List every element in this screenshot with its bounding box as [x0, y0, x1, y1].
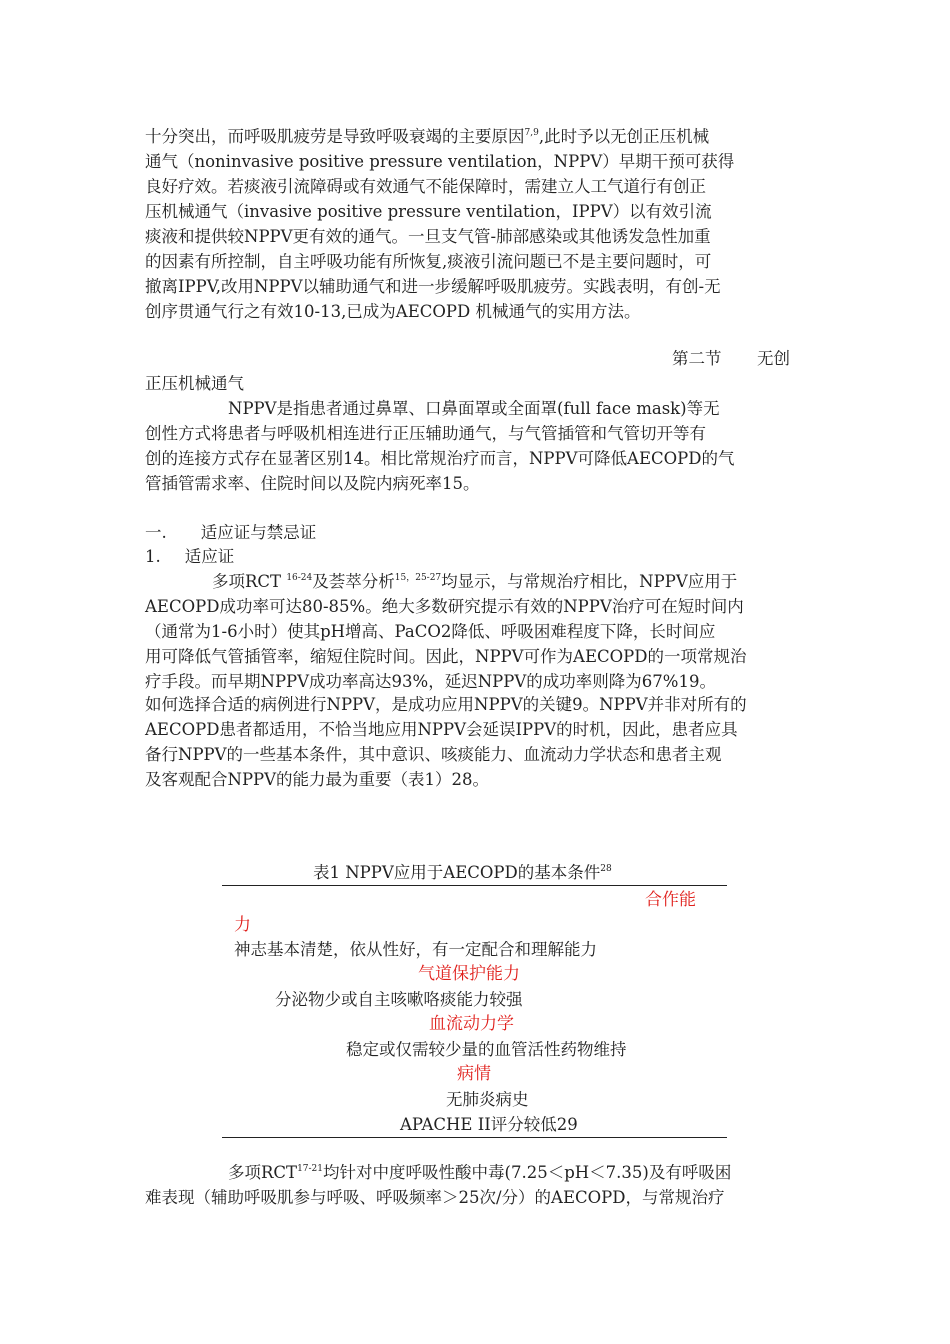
text-line: 痰液和提供较NPPV更有效的通气。一旦支气管-肺部感染或其他诱发急性加重 — [145, 227, 711, 246]
table-top-rule — [222, 885, 727, 886]
text-line: （通常为1-6小时）使其pH增高、PaCO2降低、呼吸困难程度下降，长时间应 — [145, 622, 716, 641]
heading-number: 一. — [145, 523, 167, 542]
section-title-part: 正压机械通气 — [145, 374, 244, 393]
text-line: 通气（noninvasive positive pressure ventilation，NPPV）早期干预可获得 — [145, 152, 735, 171]
section-number: 第二节 — [672, 349, 722, 368]
text-line: 创的连接方式存在显著区别14。相比常规治疗而言，NPPV可降低AECOPD的气 — [145, 449, 735, 468]
text-line: 创序贯通气行之有效10-13,已成为AECOPD 机械通气的实用方法。 — [145, 302, 641, 321]
text-line: 多项RCT$^{17-21}$均针对中度呼吸性酸中毒(7.25＜pH＜7.35)及有呼吸困 — [228, 1163, 732, 1182]
text-line: 的因素有所控制，自主呼吸功能有所恢复,痰液引流问题已不是主要问题时，可 — [145, 252, 712, 271]
citation-superscript: 15，25-27 — [394, 573, 442, 583]
table-row: 神志基本清楚，依从性好，有一定配合和理解能力 — [234, 940, 597, 959]
citation-superscript: 28 — [600, 864, 612, 874]
text-line: 多项RCT $^{16-24}$及荟萃分析$^{15,25-27}$均显示，与常规治疗相比，NPPV应用于 — [212, 572, 738, 591]
table-category-label: 气道保护能力 — [418, 964, 520, 984]
table-category-label: 合作能 — [645, 890, 696, 910]
text-line: 难表现（辅助呼吸肌参与呼吸、呼吸频率＞25次/分）的AECOPD，与常规治疗 — [145, 1188, 725, 1207]
text-line: 如何选择合适的病例进行NPPV，是成功应用NPPV的关键9。NPPV并非对所有的 — [145, 695, 747, 714]
table-category-label: 病情 — [457, 1064, 491, 1084]
text-line: 用可降低气管插管率，缩短住院时间。因此，NPPV可作为AECOPD的一项常规治 — [145, 647, 747, 666]
table-row: 无肺炎病史 — [446, 1090, 529, 1109]
text-line: AECOPD成功率可达80-85%。绝大多数研究提示有效的NPPV治疗可在短时间内 — [145, 597, 744, 616]
heading-level-2 — [145, 544, 234, 569]
table-row: 稳定或仅需较少量的血管活性药物维持 — [346, 1040, 627, 1059]
text-line: 良好疗效。若痰液引流障碍或有效通气不能保障时，需建立人工气道行有创正 — [145, 177, 706, 196]
text-line: 创性方式将患者与呼吸机相连进行正压辅助通气，与气管插管和气管切开等有 — [145, 424, 706, 443]
table-caption: 表1 NPPV应用于AECOPD的基本条件$^{28}$ — [313, 863, 612, 882]
heading-level-1 — [145, 520, 316, 545]
text-line: 撤离IPPV,改用NPPV以辅助通气和进一步缓解呼吸肌疲劳。实践表明，有创-无 — [145, 277, 721, 296]
table-category-label: 血流动力学 — [429, 1014, 514, 1034]
text-line: 管插管需求率、住院时间以及院内病死率15。 — [145, 474, 480, 493]
text-line: 疗手段。而早期NPPV成功率高达93%，延迟NPPV的成功率则降为67%19。 — [145, 672, 716, 691]
heading-number: 1. — [145, 547, 161, 566]
text-line: 备行NPPV的一些基本条件，其中意识、咳痰能力、血流动力学状态和患者主观 — [145, 745, 722, 764]
citation-superscript: 16-24 — [286, 573, 313, 583]
table-row: 分泌物少或自主咳嗽咯痰能力较强 — [275, 990, 523, 1009]
section-title-part: 无创 — [757, 349, 790, 368]
table-bottom-rule — [222, 1137, 727, 1138]
text-line: 十分突出，而呼吸肌疲劳是导致呼吸衰竭的主要原因$^{7,9}$,此时予以无创正压机械 — [145, 127, 710, 146]
table-row: APACHE II评分较低29 — [400, 1115, 578, 1134]
text-line: 压机械通气（invasive positive pressure ventilation，IPPV）以有效引流 — [145, 202, 712, 221]
text-line: AECOPD患者都适用，不恰当地应用NPPV会延误IPPV的时机，因此，患者应具 — [145, 720, 738, 739]
table-category-label: 力 — [234, 915, 251, 935]
text-line: NPPV是指患者通过鼻罩、口鼻面罩或全面罩(full face mask)等无 — [228, 399, 720, 418]
citation-superscript: 17-21 — [297, 1164, 324, 1174]
citation-superscript: 7,9 — [524, 128, 539, 138]
heading-text: 适应证与禁忌证 — [200, 523, 317, 542]
heading-text: 适应证 — [184, 547, 235, 566]
text-line: 及客观配合NPPV的能力最为重要（表1）28。 — [145, 770, 490, 789]
